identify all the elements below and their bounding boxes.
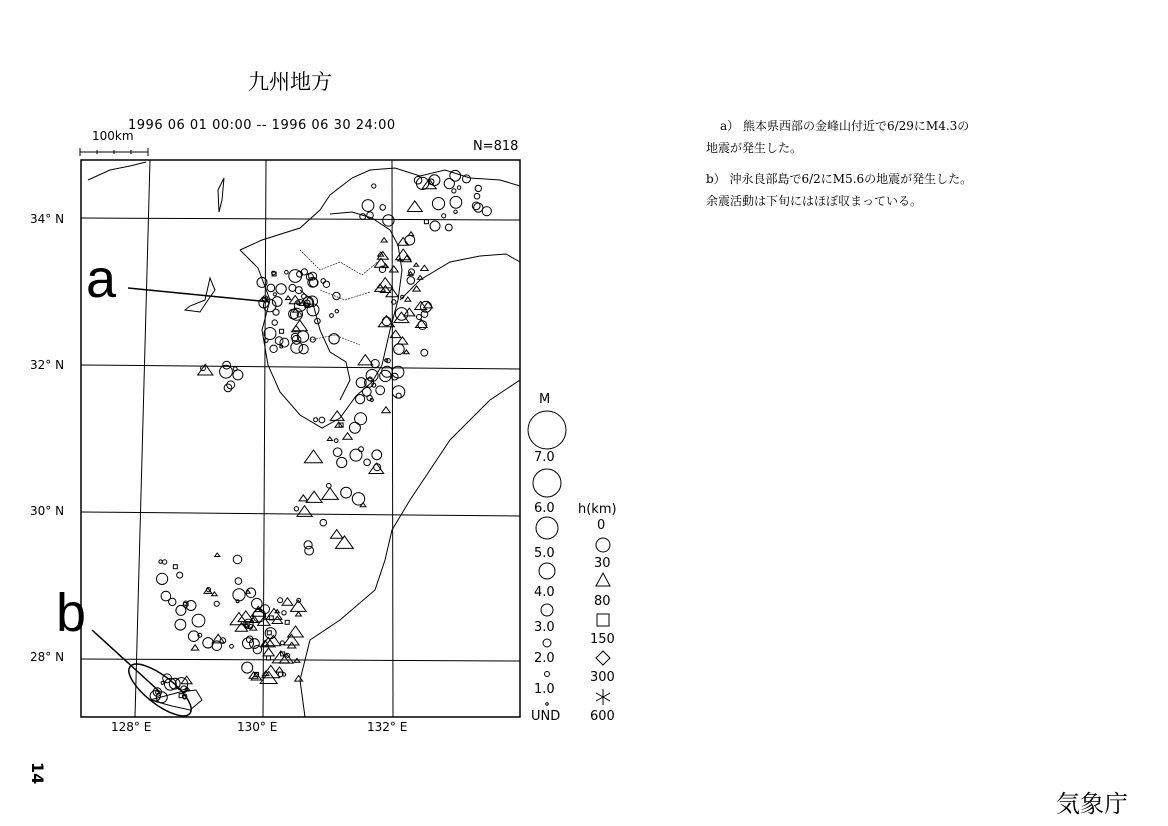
mag-5-circle <box>536 517 558 539</box>
earthquake-circle <box>272 297 282 307</box>
mag-4-circle <box>539 563 555 579</box>
earthquake-circle <box>233 555 242 564</box>
earthquake-circle <box>175 619 186 630</box>
annotation-a: a <box>86 249 117 309</box>
earthquake-circle <box>285 270 289 274</box>
lat-label-34: 34° N <box>30 212 65 226</box>
earthquake-circle <box>430 221 440 231</box>
mag-7-circle <box>528 411 566 449</box>
earthquake-circle <box>157 573 168 584</box>
earthquake-circle <box>405 235 415 245</box>
earthquake-triangle <box>292 320 307 331</box>
earthquake-circle <box>407 277 415 285</box>
earthquake-triangle <box>266 608 282 619</box>
earthquake-triangle <box>299 495 308 501</box>
earthquake-circle <box>242 662 253 673</box>
note-b-line2: 余震活動は下旬にはほぼ収まっている。 <box>706 194 923 208</box>
earthquake-circle <box>214 601 219 606</box>
earthquake-circle <box>360 214 366 220</box>
earthquake-triangle <box>288 626 304 637</box>
earthquake-circle <box>273 309 279 315</box>
earthquake-circle <box>454 210 457 213</box>
earthquake-triangle <box>297 506 312 517</box>
earthquake-circle <box>362 200 374 212</box>
earthquake-triangle <box>407 201 422 212</box>
earthquake-circle <box>356 395 365 404</box>
earthquake-triangle <box>358 355 373 365</box>
earthquake-circle <box>291 342 303 354</box>
earthquake-triangle <box>405 297 411 301</box>
scale-bar <box>80 148 148 156</box>
earthquake-circle <box>341 487 352 498</box>
note-a-line2: 地震が発生した。 <box>706 141 803 155</box>
diamond-icon <box>596 651 610 665</box>
annotation-b: b <box>56 583 87 643</box>
earthquake-circle <box>327 483 332 488</box>
earthquake-circle <box>337 457 347 467</box>
earthquake-circle <box>220 365 233 378</box>
earthquake-triangle <box>263 648 274 656</box>
earthquake-circle <box>192 614 205 627</box>
map-title: 九州地方 <box>248 70 332 94</box>
earthquake-circle <box>270 345 277 352</box>
earthquake-circle <box>364 459 371 466</box>
earthquake-circle <box>401 295 404 298</box>
earthquake-circle <box>305 546 314 555</box>
earthquake-circle <box>372 450 382 460</box>
scale-bar-label: 100km <box>92 129 134 143</box>
lon-label-128: 128° E <box>111 720 152 734</box>
earthquake-circle <box>264 328 276 340</box>
earthquake-circle <box>376 386 385 395</box>
earthquake-circle <box>161 591 171 601</box>
note-a-line1: a） 熊本県西部の金峰山付近で6/29にM4.3の <box>720 119 970 133</box>
mag-1-circle <box>545 672 550 677</box>
legend-mag-6: 6.0 <box>534 501 555 516</box>
earthquake-triangle <box>414 263 419 266</box>
earthquake-circle <box>417 315 422 320</box>
earthquake-circle <box>188 631 199 642</box>
legend-depth-0: 0 <box>597 518 606 533</box>
earthquake-circle <box>282 611 286 615</box>
legend-depth-30: 30 <box>594 556 611 571</box>
earthquake-triangle <box>369 463 384 473</box>
earthquake-circle <box>162 560 166 564</box>
earthquake-circle <box>280 641 284 645</box>
lat-label-32: 32° N <box>30 358 65 372</box>
earthquake-triangle <box>417 276 422 280</box>
earthquake-triangle <box>327 437 332 441</box>
earthquake-circle <box>276 284 286 294</box>
legend-mag-4: 4.0 <box>534 585 555 600</box>
earthquake-circle <box>372 184 376 188</box>
earthquake-circle <box>349 422 360 433</box>
legend-mag-7: 7.0 <box>534 450 555 465</box>
earthquake-circle <box>396 393 401 398</box>
earthquake-triangle <box>304 450 322 463</box>
earthquake-circle <box>299 345 308 354</box>
earthquake-triangle <box>343 433 353 440</box>
earthquake-circle <box>289 270 302 283</box>
earthquake-circle <box>333 448 342 457</box>
legend-mag-2: 2.0 <box>534 651 555 666</box>
agency-name: 気象庁 <box>1056 790 1128 818</box>
earthquake-circle <box>475 185 481 191</box>
asterisk-icon <box>596 689 610 705</box>
earthquake-square <box>424 220 428 224</box>
earthquake-square <box>285 620 289 624</box>
earthquake-circle <box>355 413 367 425</box>
earthquake-circle <box>463 175 471 183</box>
circle-icon <box>596 538 610 552</box>
legend-depth-600: 600 <box>590 709 615 724</box>
legend-mag-und: UND <box>531 709 561 724</box>
earthquake-triangle <box>360 503 366 507</box>
lat-label-28: 28° N <box>30 650 65 664</box>
earthquake-circle <box>409 269 415 275</box>
earthquake-square <box>280 329 284 333</box>
earthquake-triangle <box>390 266 399 272</box>
lon-label-132: 132° E <box>367 720 408 734</box>
earthquake-circle <box>421 349 428 356</box>
earthquake-triangle <box>296 612 302 616</box>
square-icon <box>597 614 609 626</box>
earthquake-circle <box>294 507 298 511</box>
earthquake-circle <box>380 205 386 211</box>
earthquake-circle <box>350 449 362 461</box>
earthquake-circle <box>474 203 483 212</box>
page-number: 14 <box>28 762 47 785</box>
earthquake-circle <box>445 224 452 231</box>
earthquake-circle <box>334 439 338 443</box>
earthquake-circle <box>314 418 318 422</box>
triangle-icon <box>596 573 610 586</box>
earthquake-circle <box>444 179 454 189</box>
earthquake-circle <box>319 417 325 423</box>
mag-3-circle <box>541 604 553 616</box>
legend-mag-5: 5.0 <box>534 546 555 561</box>
earthquake-circle <box>392 386 404 398</box>
coastline <box>88 162 520 717</box>
earthquake-circle <box>230 644 234 648</box>
earthquake-circle <box>272 320 277 325</box>
earthquake-circle <box>236 600 239 603</box>
earthquake-circle <box>432 198 444 210</box>
legend-mag-1: 1.0 <box>534 682 555 697</box>
earthquake-triangle <box>421 265 429 270</box>
note-b-line1: b） 沖永良部島で6/2にM5.6の地震が発生した。 <box>706 172 973 186</box>
earthquake-circle <box>280 338 289 347</box>
legend-m-title: M <box>539 392 551 407</box>
earthquake-circle <box>235 578 242 585</box>
earthquake-circle <box>243 638 254 649</box>
earthquake-triangle <box>191 645 199 650</box>
mag-2-circle <box>543 639 551 647</box>
earthquake-circle <box>394 344 405 355</box>
earthquake-triangle <box>286 296 291 300</box>
earthquake-triangle <box>215 553 220 557</box>
earthquake-circle <box>177 572 183 578</box>
earthquake-triangle <box>382 407 391 413</box>
earthquake-circle <box>474 193 480 199</box>
earthquake-triangle <box>336 536 354 549</box>
lat-label-30: 30° N <box>30 504 65 518</box>
legend-depth-title: h(km) <box>578 502 617 517</box>
legend-mag-3: 3.0 <box>534 620 555 635</box>
legend-depth-80: 80 <box>594 594 611 609</box>
earthquake-triangle <box>381 238 387 242</box>
earthquake-square <box>173 565 177 569</box>
earthquake-circle <box>320 519 327 526</box>
earthquake-circle <box>382 317 391 326</box>
time-period: 1996 06 01 00:00 -- 1996 06 30 24:00 <box>128 118 396 133</box>
earthquake-circle <box>323 281 329 287</box>
earthquake-circle <box>330 314 334 318</box>
earthquake-circle <box>335 310 338 313</box>
mag-und-circle <box>546 703 548 705</box>
earthquake-triangle <box>276 667 283 672</box>
earthquake-circle <box>159 560 162 563</box>
earthquake-circle <box>267 284 275 292</box>
earthquake-triangle <box>306 491 322 502</box>
earthquake-triangle <box>322 488 339 500</box>
legend-depth-150: 150 <box>590 632 615 647</box>
earthquake-circle <box>289 284 296 291</box>
earthquake-circle <box>275 337 283 345</box>
earthquake-circle <box>442 214 446 218</box>
earthquake-triangle <box>282 598 293 606</box>
earthquake-circle <box>452 189 456 193</box>
earthquake-circle <box>457 186 461 190</box>
legend-depth-300: 300 <box>590 670 615 685</box>
earthquake-circle <box>253 645 261 653</box>
earthquake-circle <box>161 681 164 684</box>
earthquake-square <box>267 631 271 635</box>
earthquake-circle <box>265 628 276 639</box>
earthquake-circle <box>482 207 491 216</box>
earthquake-circle <box>278 598 283 603</box>
earthquake-circle <box>333 292 340 299</box>
mag-6-circle <box>533 469 561 497</box>
earthquake-circle <box>450 196 462 208</box>
lon-label-130: 130° E <box>237 720 278 734</box>
earthquake-circle <box>450 170 461 181</box>
earthquake-triangle <box>331 530 343 539</box>
earthquake-symbols <box>150 170 491 702</box>
earthquake-circle <box>233 589 245 601</box>
earthquake-circle <box>251 598 262 609</box>
event-count: N=818 <box>473 139 519 154</box>
earthquake-circle <box>233 370 243 380</box>
earthquake-circle <box>273 293 276 296</box>
